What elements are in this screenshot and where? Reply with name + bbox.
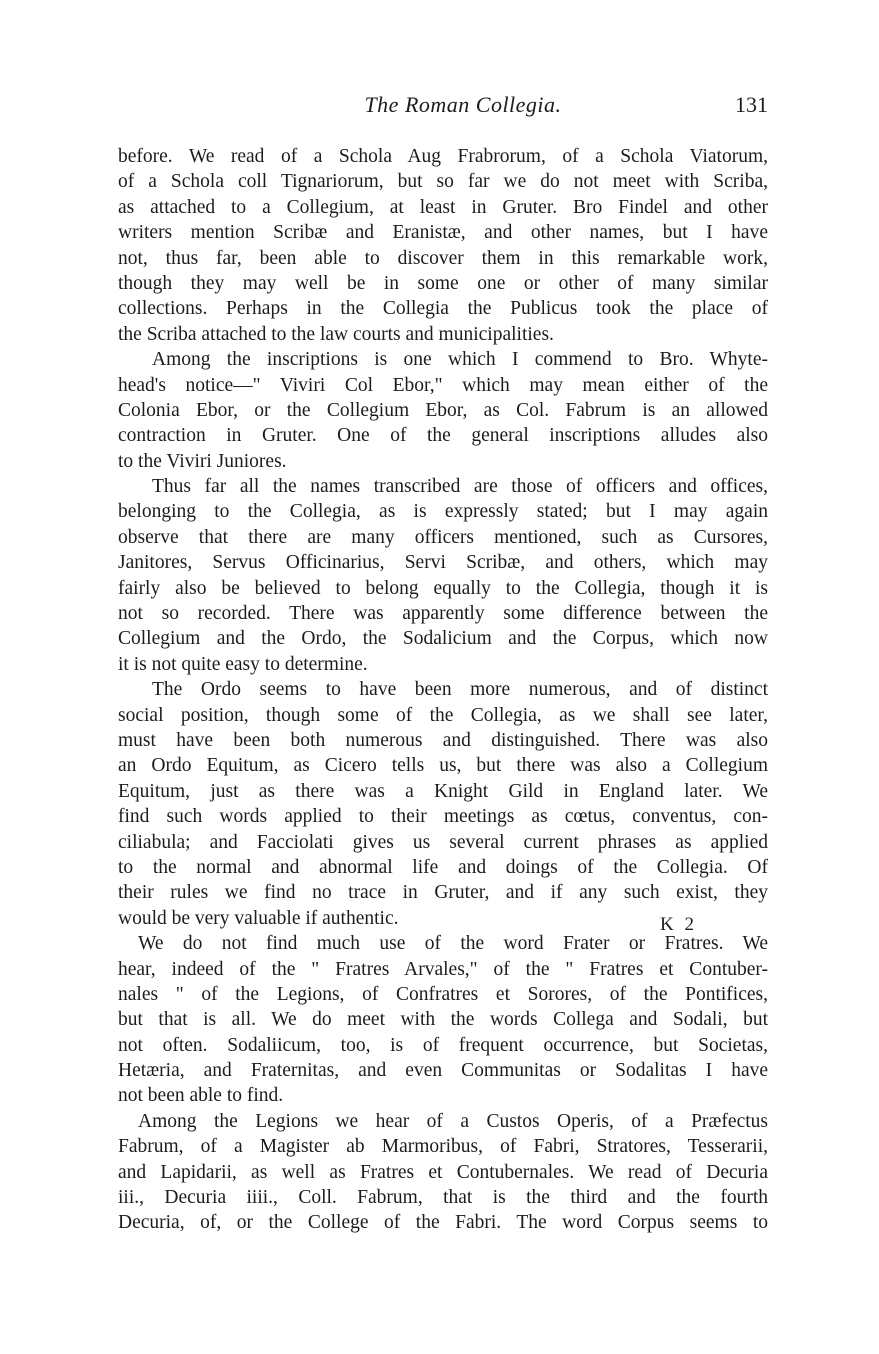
- text-line: hear, indeed of the " Fratres Arvales," of the " Fratres et Contuber-: [118, 958, 768, 980]
- text-line: their rules we find no trace in Gruter, and if any such exist, they: [118, 882, 768, 904]
- text-line: observe that there are many officers mentioned, such as Cursores,: [118, 526, 768, 548]
- text-line: Thus far all the names transcribed are those of officers and offices,: [152, 476, 768, 498]
- text-line: not so recorded. There was apparently some difference between the: [118, 603, 768, 625]
- text-line: contraction in Gruter. One of the general inscriptions alludes also: [118, 425, 768, 447]
- running-head: [118, 92, 768, 124]
- text-line: find such words applied to their meetings as cœtus, conventus, con-: [118, 806, 768, 828]
- text-line: though they may well be in some one or other of many similar: [118, 272, 768, 294]
- text-line: iii., Decuria iiii., Coll. Fabrum, that is the third and the fourth: [118, 1187, 768, 1209]
- text-line: The Ordo seems to have been more numerous, and of distinct: [152, 679, 768, 701]
- text-line: collections. Perhaps in the Collegia the Publicus took the place of: [118, 298, 768, 320]
- text-line: would be very valuable if authentic.: [118, 907, 399, 929]
- text-line: it is not quite easy to determine.: [118, 653, 368, 675]
- text-line: Decuria, of, or the College of the Fabri. The word Corpus seems to: [118, 1212, 768, 1234]
- text-line: of a Schola coll Tignariorum, but so far we do not meet with Scriba,: [118, 171, 768, 193]
- page-number: 131: [735, 92, 768, 117]
- printer-signature-mark: K 2: [660, 914, 697, 935]
- text-line: not, thus far, been able to discover them in this remarkable work,: [118, 247, 768, 269]
- text-line: Among the Legions we hear of a Custos Operis, of a Præfectus: [138, 1110, 768, 1132]
- text-line: Fabrum, of a Magister ab Marmoribus, of Fabri, Stratores, Tesserarii,: [118, 1136, 768, 1158]
- text-line: Equitum, just as there was a Knight Gild in England later. We: [118, 780, 768, 802]
- text-line: writers mention Scribæ and Eranistæ, and other names, but I have: [118, 222, 768, 244]
- text-line: Janitores, Servus Officinarius, Servi Scribæ, and others, which may: [118, 552, 768, 574]
- body-text: [118, 144, 768, 1236]
- text-line: head's notice—" Viviri Col Ebor," which may mean either of the: [118, 374, 768, 396]
- text-line: We do not find much use of the word Frater or Fratres. We: [138, 933, 768, 955]
- text-line: ciliabula; and Facciolati gives us several current phrases as applied: [118, 831, 768, 853]
- text-line: must have been both numerous and distinguished. There was also: [118, 729, 768, 751]
- text-line: not been able to find.: [118, 1085, 284, 1107]
- text-line: the Scriba attached to the law courts and municipalities.: [118, 323, 554, 345]
- text-line: Among the inscriptions is one which I commend to Bro. Whyte-: [152, 349, 768, 371]
- text-line: to the Viviri Juniores.: [118, 450, 287, 472]
- text-line: nales " of the Legions, of Confratres et Sorores, of the Pontifices,: [118, 983, 768, 1005]
- text-line: before. We read of a Schola Aug Frabrorum, of a Schola Viatorum,: [118, 146, 768, 167]
- text-line: as attached to a Collegium, at least in Gruter. Bro Findel and other: [118, 196, 768, 218]
- text-line: Hetæria, and Fraternitas, and even Communitas or Sodalitas I have: [118, 1060, 768, 1082]
- text-line: an Ordo Equitum, as Cicero tells us, but there was also a Collegium: [118, 755, 768, 777]
- text-line: Collegium and the Ordo, the Sodalicium and the Corpus, which now: [118, 628, 768, 650]
- text-line: Colonia Ebor, or the Collegium Ebor, as Col. Fabrum is an allowed: [118, 399, 768, 421]
- text-line: belonging to the Collegia, as is expressly stated; but I may again: [118, 501, 768, 523]
- running-title: The Roman Collegia.: [364, 92, 562, 117]
- text-line: and Lapidarii, as well as Fratres et Contubernales. We read of Decuria: [118, 1161, 768, 1183]
- text-line: not often. Sodaliicum, too, is of frequent occurrence, but Societas,: [118, 1034, 768, 1056]
- text-line: social position, though some of the Collegia, as we shall see later,: [118, 704, 768, 726]
- text-line: to the normal and abnormal life and doings of the Collegia. Of: [118, 856, 768, 878]
- text-line: fairly also be believed to belong equally to the Collegia, though it is: [118, 577, 768, 599]
- text-line: but that is all. We do meet with the words Collega and Sodali, but: [118, 1009, 768, 1031]
